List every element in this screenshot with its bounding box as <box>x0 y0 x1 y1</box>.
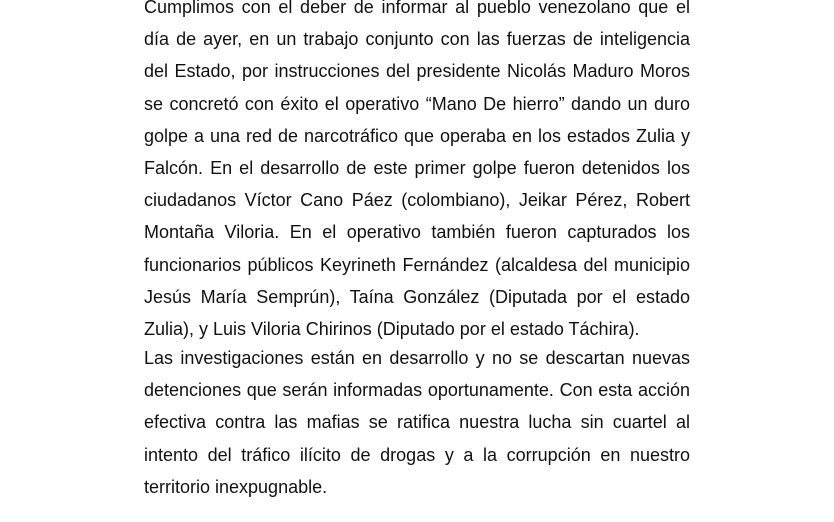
text-line: territorio inexpugnable. <box>144 476 328 497</box>
text-line: Falcón. En el desarrollo de este primer golpe fueron detenidos los <box>144 157 690 178</box>
text-line: día de ayer, en un trabajo conjunto con las fuerzas de inteligencia <box>144 29 690 50</box>
text-line: Cumplimos con el deber de informar al pueblo venezolano que el <box>144 0 690 17</box>
text-line: Las investigaciones están en desarrollo y no se descartan nuevas <box>144 348 690 368</box>
text-line: ciudadanos Víctor Cano Páez (colombiano), Jeikar Pérez, Robert <box>144 190 690 211</box>
text-line: intento del tráfico ilícito de drogas y a la corrupción en nuestro <box>144 444 690 465</box>
text-line: golpe a una red de narcotráfico que operaba en los estados Zulia y <box>144 125 690 146</box>
text-line: Montaña Viloria. En el operativo también fueron capturados los <box>144 222 690 243</box>
text-line: efectiva contra las mafias se ratifica nuestra lucha sin cuartel al <box>144 412 690 433</box>
paragraph-operativo <box>144 0 690 345</box>
text-line: Zulia), y Luis Viloria Chirinos (Diputado por el estado Táchira). <box>144 318 640 339</box>
paragraph-investigaciones <box>144 342 690 503</box>
text-line: se concretó con éxito el operativo “Mano De hierro” dando un duro <box>144 93 690 114</box>
text-line: del Estado, por instrucciones del presidente Nicolás Maduro Moros <box>144 61 690 82</box>
text-line: funcionarios públicos Keyrineth Fernández (alcaldesa del municipio <box>144 254 690 275</box>
text-line: Jesús María Semprún), Taína González (Diputada por el estado <box>144 286 690 307</box>
text-line: detenciones que serán informadas oportunamente. Con esta acción <box>144 380 690 401</box>
